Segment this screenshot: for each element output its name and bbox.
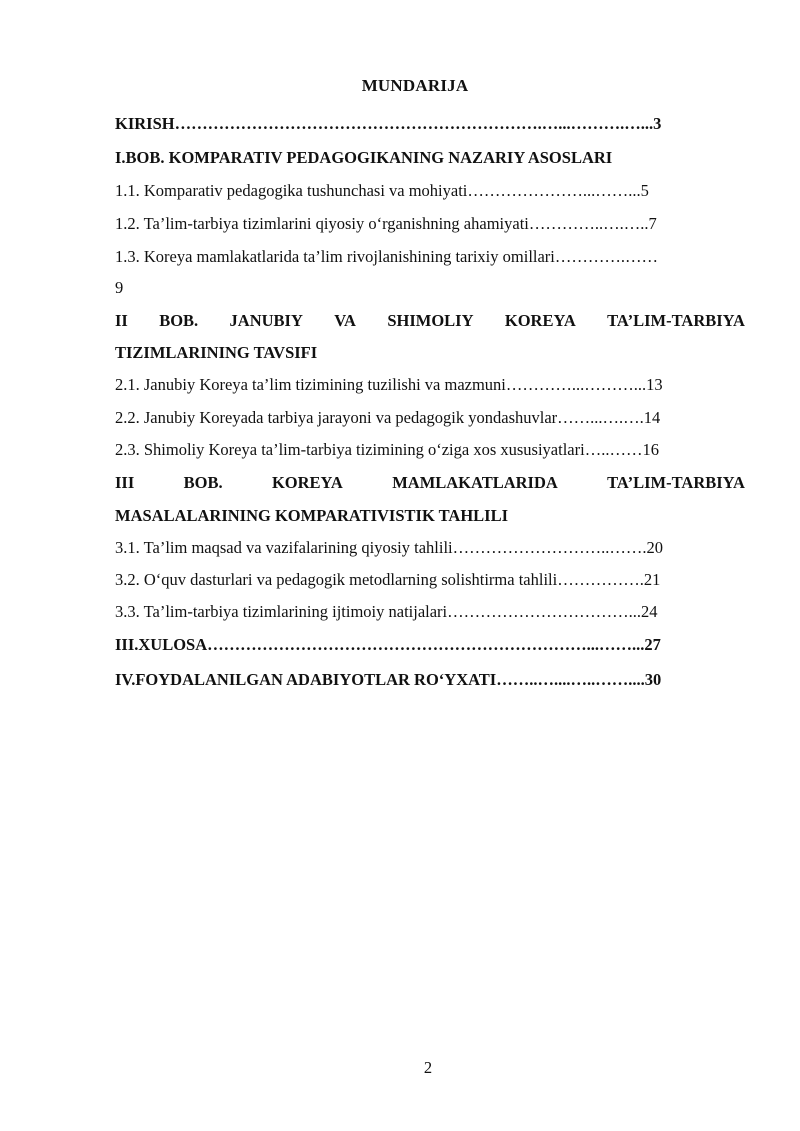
toc-entry-3-3: 3.3. Ta’lim-tarbiya tizimlarining ijtimoiy natijalari……………………………...24 [115,602,658,621]
toc-entry-adabiyotlar: IV.FOYDALANILGAN ADABIYOTLAR RO‘YXATI……..…....…..……....30 [115,670,662,689]
toc-entry-1-1: 1.1. Komparativ pedagogika tushunchasi va mohiyati…………………...……...5 [115,181,649,200]
heading-word: BOB. [159,311,199,330]
toc-entry-kirish: KIRISH………………………………………………………….…...……….…...3 [115,114,662,133]
heading-word: MAMLAKATLARIDA [392,473,558,492]
heading-word: JANUBIY [229,311,303,330]
toc-entry-3-2: 3.2. O‘quv dasturlari va pedagogik metodlarning solishtirma tahlili…………….21 [115,570,661,589]
toc-entry-1-2: 1.2. Ta’lim-tarbiya tizimlarini qiyosiy o‘rganishning ahamiyati…………..….…..7 [115,214,657,233]
heading-word: II [115,311,128,330]
toc-entry-2-3: 2.3. Shimoliy Koreya ta’lim-tarbiya tizimining o‘ziga xos xususiyatlari…..……16 [115,440,659,459]
heading-word: TA’LIM-TARBIYA [607,473,745,492]
page-title: MUNDARIJA [361,76,469,95]
toc-entry-xulosa: III.XULOSA……………………………………………………………...……...27 [115,635,661,654]
toc-chapter-2-heading-line1 [115,311,745,331]
heading-word: TA’LIM-TARBIYA [607,311,745,330]
heading-word: VA [334,311,356,330]
page-number: 2 [423,1058,433,1077]
toc-entry-1-3: 1.3. Koreya mamlakatlarida ta’lim rivojlanishining tarixiy omillari………….…… [115,247,659,266]
heading-word: III [115,473,135,492]
heading-word: SHIMOLIY [387,311,474,330]
toc-chapter-3-heading-line2: MASALALARINING KOMPARATIVISTIK TAHLILI [115,506,509,525]
heading-word: KOREYA [271,473,343,492]
toc-entry-2-1: 2.1. Janubiy Koreya ta’lim tizimining tuzilishi va mazmuni…………...………...13 [115,375,663,394]
toc-entry-1-3-page: 9 [115,278,124,297]
heading-word: BOB. [183,473,223,492]
heading-word: KOREYA [504,311,576,330]
toc-chapter-3-heading-line1 [115,473,745,493]
toc-chapter-1-heading: I.BOB. KOMPARATIV PEDAGOGIKANING NAZARIY ASOSLARI [115,148,613,167]
toc-chapter-2-heading-line2: TIZIMLARINING TAVSIFI [115,343,318,362]
toc-entry-2-2: 2.2. Janubiy Koreyada tarbiya jarayoni va pedagogik yondashuvlar……...….….14 [115,408,661,427]
toc-entry-3-1: 3.1. Ta’lim maqsad va vazifalarining qiyosiy tahlili………………………..…….20 [115,538,664,557]
